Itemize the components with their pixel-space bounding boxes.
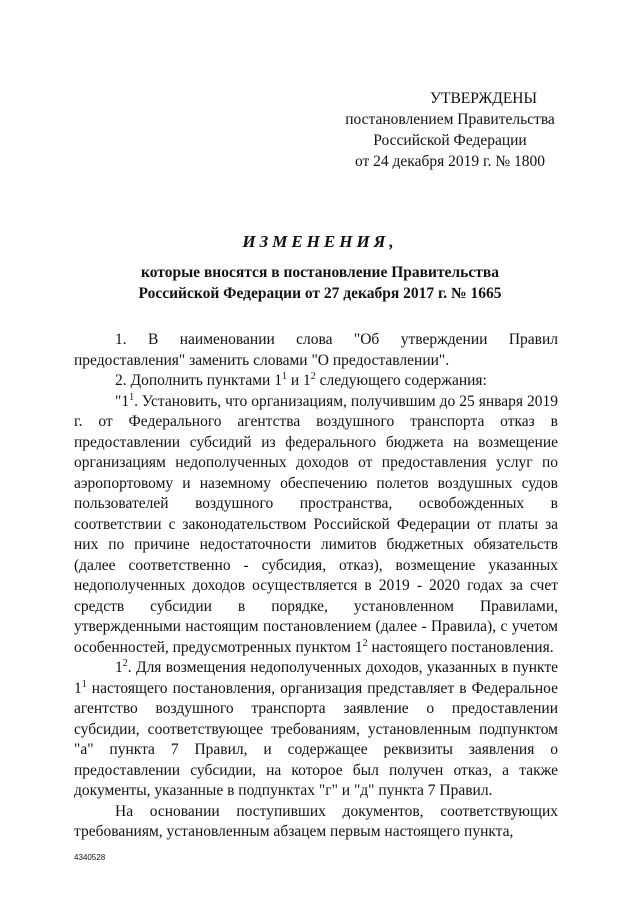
text-span: "1: [115, 392, 130, 410]
superscript: 1: [281, 370, 287, 382]
document-subtitle: которые вносятся в постановление Правительства: [141, 264, 499, 281]
approval-block: [335, 88, 565, 172]
paragraph: На основании поступивших документов, соответствующих требованиям, установленным абзацем первым настоящего пункта,: [74, 802, 558, 840]
document-title: ИЗМЕНЕНИЯ,: [242, 232, 398, 251]
document-subtitle: Российской Федерации от 27 декабря 2017 г. № 1665: [138, 285, 502, 302]
text-span: следующего содержания:: [315, 372, 487, 389]
superscript: 1: [129, 391, 135, 403]
approval-date: от 24 декабря 2019 г. № 1800: [354, 153, 546, 170]
superscript: 2: [362, 637, 368, 649]
text-span: . Для возмещения недополученных доходов, указанных в пункте 1: [74, 659, 558, 697]
text-span: и 1: [286, 372, 311, 389]
approval-line: Российской Федерации: [373, 132, 527, 149]
document-code: 4340528: [74, 853, 106, 862]
approval-heading: УТВЕРЖДЕНЫ: [430, 90, 537, 107]
paragraph: [74, 392, 558, 659]
paragraph: [74, 658, 558, 802]
superscript: 2: [310, 370, 316, 382]
text-span: настоящего постановления.: [367, 638, 554, 656]
superscript: 1: [81, 678, 87, 690]
paragraph: [74, 371, 558, 392]
superscript: 2: [122, 657, 128, 669]
approval-line: постановлением Правительства: [345, 111, 555, 128]
text-span: 2. Дополнить пунктами 1: [115, 372, 282, 389]
text-span: настоящего постановления, организация представляет в Федеральное агентство воздушного транспорта заявление о предоставлении субсидии, соответствующее требованиям, установленным подпунктом "а" пункта 7 Правил, и содержащее реквизиты заявления о предоставлении субсидии, на которое был получен отказ, а также документы, указанные в подпунктах "г" и "д" пункта 7 Правил.: [74, 679, 558, 799]
paragraph: 1. В наименовании слова "Об утверждении Правил предоставления" заменить словами "О предоставлении".: [74, 331, 558, 369]
title-block: [60, 232, 580, 304]
text-span: 1: [115, 659, 123, 676]
text-span: . Установить, что организациям, получившим до 25 января 2019 г. от Федерального агентства воздушного транспорта отказ в предоставлении субсидий из федерального бюджета на возмещение организациям недополученных доходов от предоставления услуг по аэропортовому и наземному обеспечению полетов воздушных судов пользователей воздушного пространства, освобожденных в соответствии с законодательством Российской Федерации от платы за них по причине недостаточности лимитов бюджетных обязательств (далее соответственно - субсидия, отказ), возмещение указанных недополученных доходов осуществляется в 2019 - 2020 годах за счет средств субсидии в порядке, установленном Правилами, утвержденными настоящим постановлением (далее - Правила), с учетом особенностей, предусмотренных пунктом 1: [74, 392, 558, 656]
document-body: [74, 330, 558, 843]
